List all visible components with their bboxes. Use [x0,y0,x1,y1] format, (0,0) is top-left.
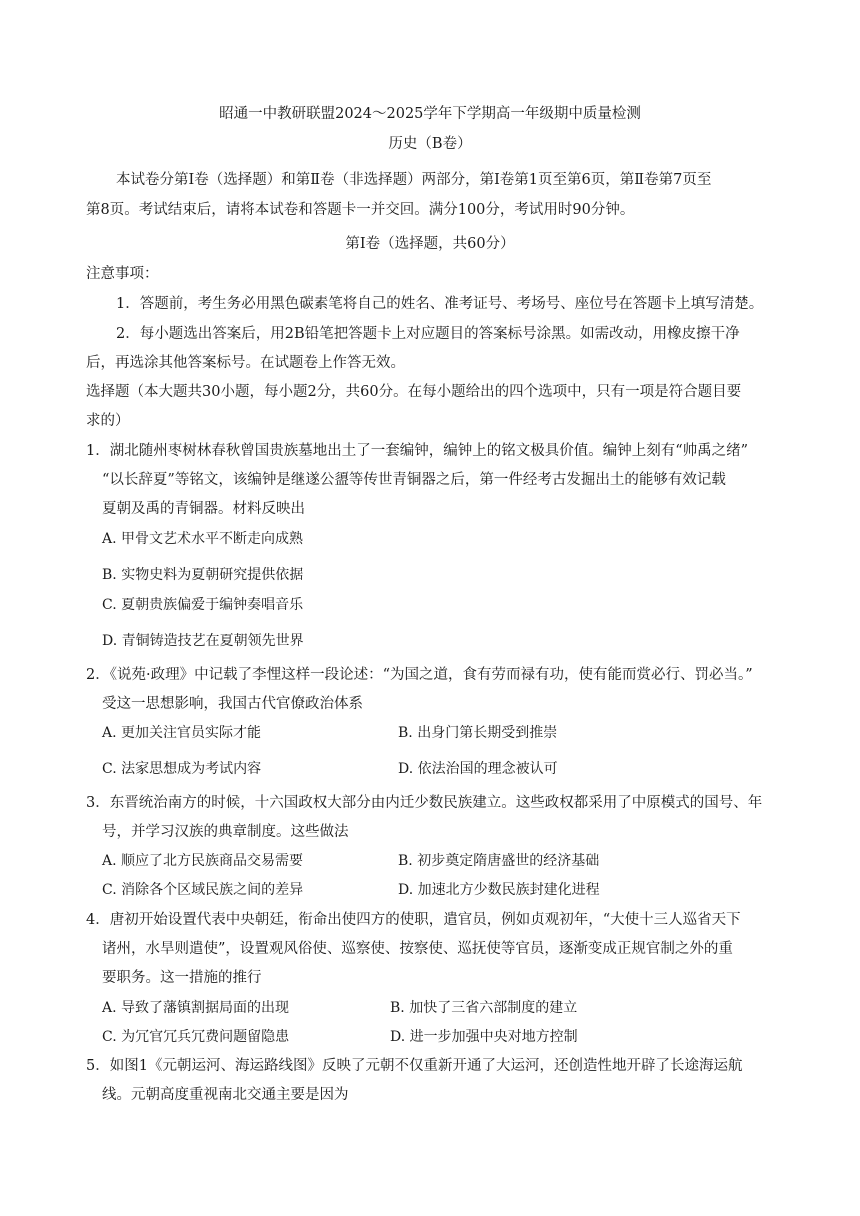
question-1-option-b: B. 实物史料为夏朝研究提供依据 [102,567,304,583]
question-1-line-1: 1．湖北随州枣树林春秋曾国贵族墓地出土了一套编钟，编钟上的铭文极具价值。编钟上刻有“帅禹之绪” [86,443,749,459]
question-1-option-d: D. 青铜铸造技艺在夏朝领先世界 [102,633,304,649]
question-2-line-2: 受这一思想影响，我国古代官僚政治体系 [102,696,363,712]
question-4-option-a: A. 导致了藩镇割据局面的出现 [102,1000,290,1016]
intro-line-2: 第8页。考试结束后，请将本试卷和答题卡一并交回。满分100分，考试用时90分钟。 [86,202,635,218]
question-5-line-1: 5．如图1《元朝运河、海运路线图》反映了元朝不仅重新开通了大运河，还创造性地开辟了长途海运航 [86,1058,743,1074]
question-2-option-b: B. 出身门第长期受到推崇 [398,725,558,741]
question-4-line-3: 要职务。这一措施的推行 [102,970,262,986]
question-1-option-a: A. 甲骨文艺术水平不断走向成熟 [102,531,304,547]
question-3-line-2: 号，并学习汉族的典章制度。这些做法 [102,824,349,840]
notice-item-2-line-2: 后，再选涂其他答案标号。在试题卷上作答无效。 [86,355,405,371]
question-2-option-a: A. 更加关注官员实际才能 [102,725,262,741]
question-4-option-b: B. 加快了三省六部制度的建立 [390,1000,578,1016]
exam-title: 昭通一中教研联盟2024～2025学年下学期高一年级期中质量检测 [219,106,641,122]
notice-label: 注意事项： [86,266,159,282]
question-2-option-d: D. 依法治国的理念被认可 [398,761,558,777]
question-4-line-1: 4．唐初开始设置代表中央朝廷，衔命出使四方的使职，遣官员，例如贞观初年，“大使十三人巡省天下 [86,912,741,928]
choice-intro-line-1: 选择题（本大题共30小题，每小题2分，共60分。在每小题给出的四个选项中，只有一项是符合题目要 [86,384,742,400]
question-5-line-2: 线。元朝高度重视南北交通主要是因为 [102,1087,349,1103]
question-1-option-c: C. 夏朝贵族偏爱于编钟奏唱音乐 [102,597,304,613]
question-3-line-1: 3．东晋统治南方的时候，十六国政权大部分由内迁少数民族建立。这些政权都采用了中原模式的国号、年 [86,795,763,811]
question-4-line-2: 诸州，水旱则遣使”，设置观风俗使、巡察使、按察使、巡抚使等官员，逐渐变成正规官制之外的重 [102,941,733,957]
exam-subtitle: 历史（B卷） [388,136,472,152]
notice-item-2-line-1: 2．每小题选出答案后，用2B铅笔把答题卡上对应题目的答案标号涂黑。如需改动，用橡皮擦干净 [116,326,740,342]
notice-item-1: 1．答题前，考生务必用黑色碳素笔将自己的姓名、准考证号、考场号、座位号在答题卡上填写清楚。 [116,296,764,312]
choice-intro-line-2: 求的） [86,413,130,429]
intro-line-1: 本试卷分第Ⅰ卷（选择题）和第Ⅱ卷（非选择题）两部分，第Ⅰ卷第1页至第6页，第Ⅱ卷第7页至 [116,172,712,188]
question-3-option-a: A. 顺应了北方民族商品交易需要 [102,853,304,869]
question-3-option-c: C. 消除各个区域民族之间的差异 [102,882,304,898]
question-2-option-c: C. 法家思想成为考试内容 [102,761,262,777]
question-1-line-2: “以长辞夏”等铭文，该编钟是继遂公盨等传世青铜器之后，第一件经考古发掘出土的能够有效记载 [102,472,726,488]
question-3-option-b: B. 初步奠定隋唐盛世的经济基础 [398,853,600,869]
question-1-line-3: 夏朝及禹的青铜器。材料反映出 [102,501,305,517]
question-2-line-1: 2．《说苑·政理》中记载了李悝这样一段论述：“为国之道，食有劳而禄有功，使有能而赏必行、罚必当。” [86,667,753,683]
question-4-option-c: C. 为冗官冗兵冗费问题留隐患 [102,1029,290,1045]
question-3-option-d: D. 加速北方少数民族封建化进程 [398,882,600,898]
question-4-option-d: D. 进一步加强中央对地方控制 [390,1029,578,1045]
section-title: 第Ⅰ卷（选择题，共60分） [345,236,515,252]
